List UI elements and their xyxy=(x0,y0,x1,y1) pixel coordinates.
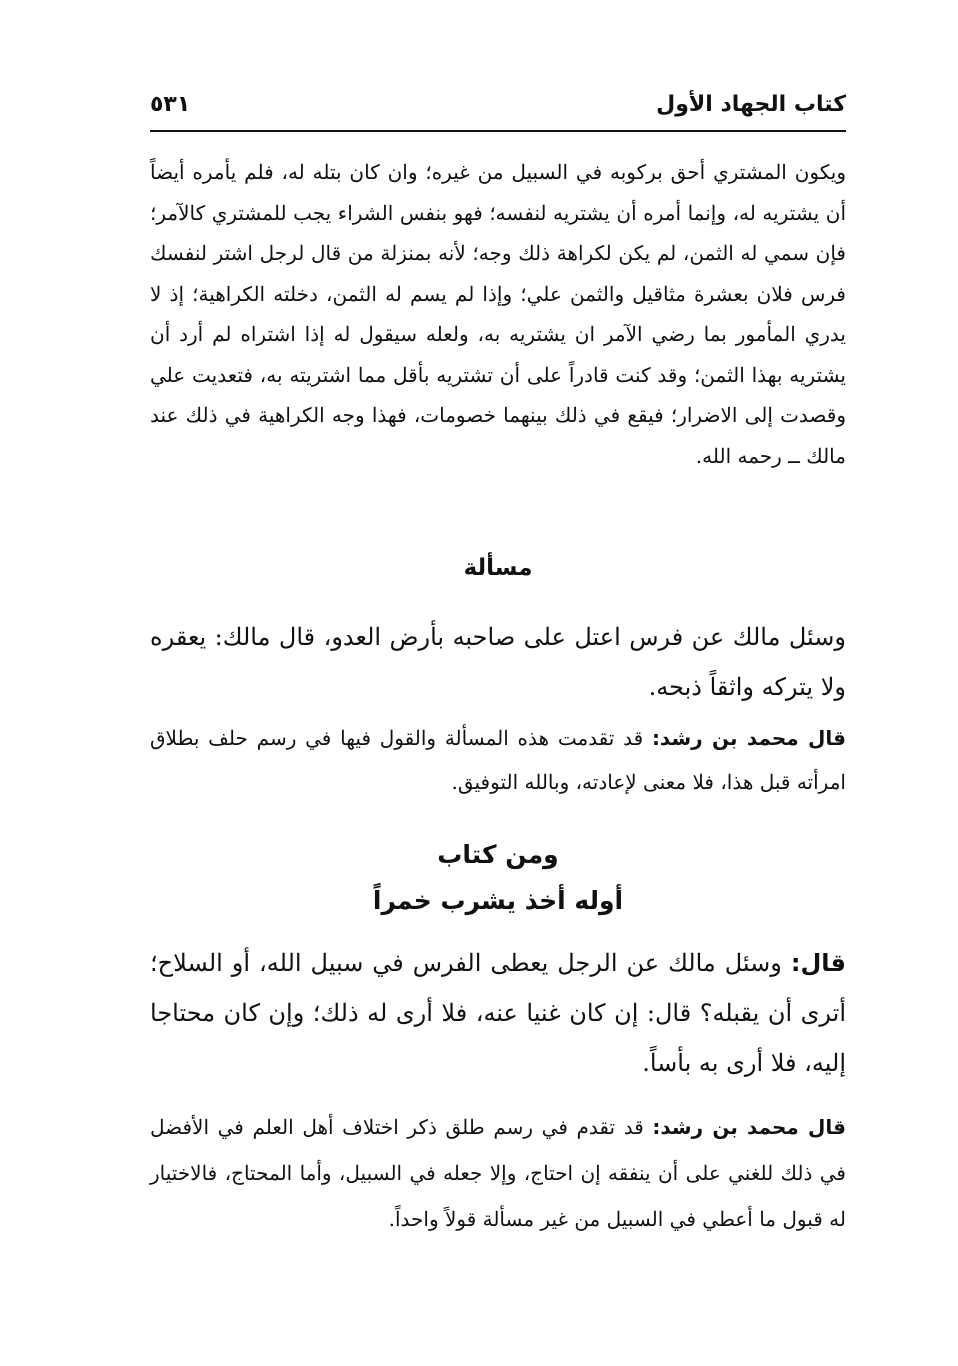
paragraph-commentary-1 xyxy=(150,716,846,804)
paragraph-question: وسئل مالك عن فرس اعتل على صاحبه بأرض العدو، قال مالك: يعقره ولا يتركه واثقاً ذبحه. xyxy=(150,623,846,701)
commentary-text-2: قد تقدم في رسم طلق ذكر اختلاف أهل العلم في الأفضل في ذلك للغني على أن ينفقه إن احتاج، وإلا جعله في السبيل، وأما المحتاج، فالاختيار له قبول ما أعطي في السبيل من غير مسألة قولاً واحداً. xyxy=(150,1115,846,1231)
commentary-lead: قال محمد بن رشد: xyxy=(651,726,846,750)
page-number: ٥٣١ xyxy=(150,92,191,117)
paragraph-question-2 xyxy=(150,938,846,1088)
section-heading-masala: مسألة xyxy=(463,555,533,581)
paragraph-1: ويكون المشتري أحق بركوبه في السبيل من غيره؛ وان كان بتله له، فلم يأمره أيضاً أن يشتريه له، وإنما أمره أن يشتريه لنفسه؛ فهو بنفس الشراء يجب للمشتري كالآمر؛ فإن سمي له الثمن، لم يكن لكراهة ذلك وجه؛ لأنه بمنزلة من قال لرجل اشتر لنفسك فرس فلان بعشرة مثاقيل والثمن علي؛ وإذا لم يسم له الثمن، دخلته الكراهية؛ إذ لا يدري المأمور بما رضي الآمر ان يشتريه به، ولعله سيقول له إذا اشتراه لم أرد أن يشتريه بهذا الثمن؛ وقد كنت قادراً على أن تشتريه بأقل مما اشتريته به، فتعديت علي وقصدت إلى الاضرار؛ فيقع في ذلك بينهما خصومات، فهذا وجه الكراهية في ذلك عند مالك ــ رحمه الله. xyxy=(150,160,846,468)
book-heading-line-1: ومن كتاب xyxy=(437,840,559,869)
page-header xyxy=(150,88,846,132)
commentary-lead-2: قال محمد بن رشد: xyxy=(652,1115,846,1139)
running-title: كتاب الجهاد الأول xyxy=(656,92,846,117)
book-heading xyxy=(150,832,846,924)
question-text: وسئل مالك عن الرجل يعطى الفرس في سبيل الله، أو السلاح؛ أترى أن يقبله؟ قال: إن كان غنيا عنه، فلا أرى له ذلك؛ وإن كان محتاجا إليه، فلا أرى به بأساً. xyxy=(150,949,846,1077)
question-lead: قال: xyxy=(790,949,846,977)
paragraph-commentary-2 xyxy=(150,1104,846,1242)
book-heading-line-2: أوله أخذ يشرب خمراً xyxy=(372,886,624,915)
commentary-text: قد تقدمت هذه المسألة والقول فيها في رسم حلف بطلاق امرأته قبل هذا، فلا معنى لإعادته، وبالله التوفيق. xyxy=(150,726,846,794)
